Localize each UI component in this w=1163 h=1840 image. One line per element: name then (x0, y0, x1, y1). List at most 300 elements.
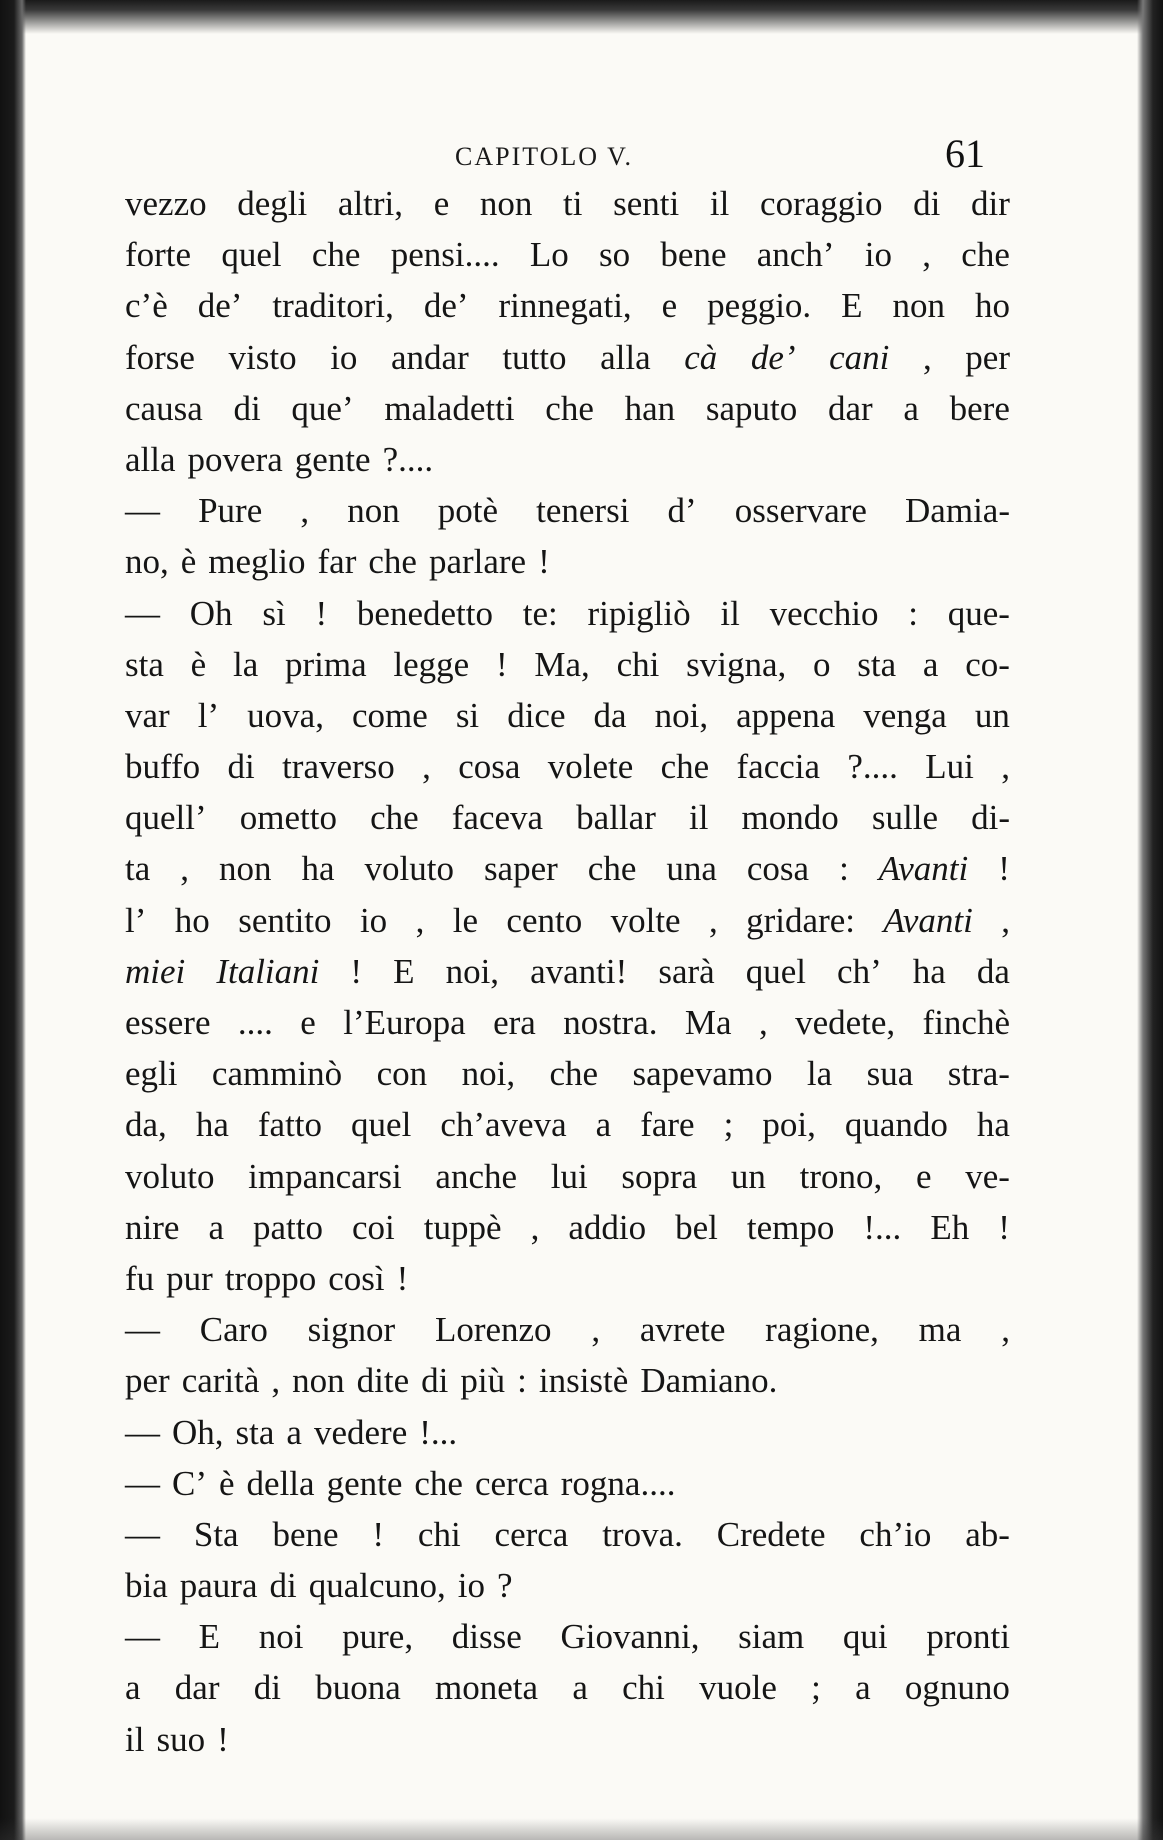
word: non (292, 1361, 345, 1401)
word: trono, (799, 1156, 883, 1196)
running-title: CAPITOLO V. (455, 142, 634, 171)
word: Ma, (534, 644, 590, 684)
word: ab- (965, 1514, 1010, 1554)
text-line (125, 1560, 1010, 1611)
word: dar (827, 388, 873, 428)
word: ha (976, 1105, 1010, 1145)
word: Giovanni, (560, 1617, 700, 1657)
word: — (125, 491, 160, 531)
word: da (593, 695, 627, 735)
word: saper (483, 849, 558, 889)
word: Pure (198, 491, 263, 531)
word: sopra (621, 1156, 698, 1196)
word: — (125, 593, 160, 633)
word: Oh, (172, 1412, 224, 1452)
word: gridare: (746, 900, 855, 940)
word: rinnegati, (498, 286, 632, 326)
word: cà (684, 337, 718, 377)
word: co- (965, 644, 1010, 684)
word: causa (125, 388, 203, 428)
word: che (370, 798, 419, 838)
word: l’ (197, 695, 220, 735)
word: di- (971, 798, 1010, 838)
word: a (595, 1105, 612, 1145)
word: ragione, (765, 1310, 879, 1350)
word: signor (307, 1310, 396, 1350)
text-line (125, 946, 1010, 997)
word: cosa (458, 747, 521, 787)
word: sapevamo (632, 1054, 773, 1094)
word: ! (372, 1514, 385, 1554)
word: quell’ (125, 798, 207, 838)
word: bel (675, 1207, 718, 1247)
word: è (180, 542, 197, 582)
word: ta (125, 849, 151, 889)
word: di (913, 184, 941, 223)
word: so (599, 235, 631, 275)
word: ; (723, 1105, 734, 1145)
word: Damia- (905, 491, 1010, 531)
word: ma (918, 1310, 962, 1350)
word: ometto (239, 798, 337, 838)
word: a (125, 1668, 141, 1708)
word: camminò (211, 1054, 343, 1094)
word: di (253, 1668, 281, 1708)
word: sì (262, 593, 286, 633)
word: , (1001, 900, 1010, 940)
word: non (347, 491, 400, 531)
word: Lo (529, 235, 569, 275)
word: lui (550, 1156, 588, 1196)
word: bene (272, 1514, 339, 1554)
word: degli (237, 184, 308, 223)
word: così (328, 1258, 385, 1298)
word: finchè (922, 1003, 1010, 1042)
text-line (125, 588, 1010, 639)
word: insistè (538, 1361, 629, 1401)
word: il (125, 1719, 145, 1759)
word: dar (174, 1668, 220, 1708)
word: voluto (364, 849, 454, 889)
word: han (624, 388, 676, 428)
word: dir (971, 184, 1010, 223)
word: ! (538, 542, 550, 582)
text-line (125, 997, 1010, 1048)
word: ch’aveva (440, 1105, 567, 1145)
word: uova, (247, 695, 324, 735)
word: forte (125, 235, 192, 275)
word: vezzo (125, 184, 207, 223)
word: più (460, 1361, 506, 1401)
text-line (125, 1151, 1010, 1202)
word: svigna, (686, 644, 787, 684)
word: — (125, 1412, 160, 1452)
word: nire (125, 1207, 180, 1247)
word: quel (745, 951, 806, 991)
word: volete (547, 747, 634, 787)
word: : (517, 1361, 527, 1401)
word: trova. (602, 1514, 683, 1554)
text-line (125, 332, 1010, 383)
word: cani (829, 337, 890, 377)
word: tutto (502, 337, 567, 377)
word: coi (352, 1207, 395, 1247)
word: Credete (716, 1514, 826, 1554)
word: qui (842, 1617, 888, 1657)
word: vuole (699, 1668, 777, 1708)
word: un (974, 695, 1010, 735)
word: dice (507, 695, 566, 735)
word: voluto (125, 1156, 215, 1196)
word: pur (166, 1258, 213, 1298)
word: poi, (762, 1105, 816, 1145)
word: da (976, 951, 1010, 991)
word: povera (187, 439, 283, 479)
word: ; (811, 1668, 821, 1708)
word: di (233, 388, 261, 428)
word: gente (326, 1463, 403, 1503)
text-line (125, 383, 1010, 434)
word: E (198, 1617, 221, 1657)
text-line (125, 536, 1010, 587)
word: sulle (871, 798, 938, 838)
word: ve- (965, 1156, 1010, 1196)
word: ho (174, 900, 210, 940)
word: no, (125, 542, 169, 582)
word: Ma (684, 1003, 732, 1042)
word: un (730, 1156, 766, 1196)
word: appena (736, 695, 836, 735)
word: de’ (197, 286, 243, 326)
word: miei (125, 951, 186, 991)
word: noi, (445, 951, 500, 991)
word: a (572, 1668, 588, 1708)
word: peggio. (707, 286, 812, 326)
word: che (545, 388, 594, 428)
text-line (125, 843, 1010, 894)
word: ballar (576, 798, 656, 838)
word: prima (285, 644, 367, 684)
word: ti (563, 184, 583, 223)
word: , (591, 1310, 601, 1350)
word: venga (863, 695, 947, 735)
word: forse (125, 337, 195, 377)
word: l’Europa (343, 1003, 466, 1042)
page-header (125, 130, 985, 180)
word: e (661, 286, 678, 326)
word: fare (640, 1105, 695, 1145)
word: che (311, 235, 361, 275)
word: , (180, 849, 189, 889)
word: , (1001, 1310, 1010, 1350)
text-line (125, 1048, 1010, 1099)
word: — (125, 1310, 160, 1350)
word: anch’ (756, 235, 835, 275)
word: io (457, 1566, 486, 1606)
word: è (190, 644, 207, 684)
word: alla (125, 439, 176, 479)
word: per (125, 1361, 170, 1401)
word: che (368, 542, 417, 582)
word: ripigliò (587, 593, 691, 633)
word: a (855, 1668, 871, 1708)
word: non (892, 286, 945, 326)
word: a (903, 388, 919, 428)
word: cosa (746, 849, 810, 889)
word: il (688, 798, 709, 838)
word: ho (974, 286, 1010, 326)
word: da, (125, 1105, 167, 1145)
word: — (125, 1463, 160, 1503)
word: , (758, 1003, 768, 1042)
word: Sta (193, 1514, 239, 1554)
word: traditori, (272, 286, 394, 326)
word: visto (228, 337, 297, 377)
text-line (125, 792, 1010, 843)
word: chi (622, 1668, 665, 1708)
word: Eh (930, 1207, 970, 1247)
text-line (125, 1458, 1010, 1509)
word: la (806, 1054, 833, 1094)
word: noi, (461, 1054, 516, 1094)
word: noi, (654, 695, 709, 735)
word: stra- (947, 1054, 1010, 1094)
word: l’ (125, 900, 147, 940)
scan-border-right (1137, 0, 1163, 1840)
word: : (839, 849, 849, 889)
word: cerca (474, 1463, 549, 1503)
word: ?.... (847, 747, 898, 787)
word: avanti! (530, 951, 628, 991)
word: E (393, 951, 415, 991)
word: è (219, 1463, 235, 1503)
word: , (415, 900, 425, 940)
word: que’ (291, 388, 354, 428)
word: io (359, 900, 388, 940)
word: fatto (257, 1105, 323, 1145)
word: il (709, 184, 730, 223)
word: di (421, 1361, 449, 1401)
word: — (125, 1514, 160, 1554)
word: bene (660, 235, 727, 275)
word: quel (221, 235, 282, 275)
word: ch’ (837, 951, 882, 991)
word: a (922, 644, 939, 684)
word: impancarsi (248, 1156, 402, 1196)
word: tuppè (423, 1207, 502, 1247)
scan-border-top (0, 0, 1163, 34)
word: della (246, 1463, 315, 1503)
word: ? (497, 1566, 513, 1606)
text-line (125, 434, 1010, 485)
word: disse (451, 1617, 522, 1657)
word: io (330, 337, 358, 377)
word: que- (947, 593, 1010, 633)
text-line (125, 1714, 1010, 1765)
word: ! (217, 1719, 229, 1759)
scan-border-bottom (0, 1818, 1163, 1840)
word: de’ (423, 286, 469, 326)
word: suo (156, 1719, 206, 1759)
word: sua (866, 1054, 914, 1094)
word: benedetto (356, 593, 493, 633)
text-line (125, 741, 1010, 792)
word: ha (195, 1105, 229, 1145)
word: traverso (282, 747, 395, 787)
word: cento (506, 900, 583, 940)
word: egli (125, 1054, 178, 1094)
word: troppo (224, 1258, 317, 1298)
word: ! (315, 593, 328, 633)
word: Caro (199, 1310, 268, 1350)
word: e (433, 184, 450, 223)
word: sarà (658, 951, 715, 991)
word: qualcuno, (308, 1566, 446, 1606)
word: ha (301, 849, 335, 889)
word: rogna.... (560, 1463, 676, 1503)
word: noi (258, 1617, 304, 1657)
word: C’ (172, 1463, 207, 1503)
word: anche (435, 1156, 518, 1196)
word: quel (351, 1105, 412, 1145)
word: carità (181, 1361, 260, 1401)
word: di (269, 1566, 297, 1606)
word: Lui (925, 747, 974, 787)
word: addio (568, 1207, 647, 1247)
word: chi (417, 1514, 461, 1554)
body-text (125, 178, 1010, 1765)
text-line (125, 1355, 1010, 1406)
word: gente (294, 439, 371, 479)
word: de’ (750, 337, 796, 377)
word: dite (356, 1361, 410, 1401)
word: var (125, 695, 170, 735)
word: e (300, 1003, 316, 1042)
word: ha (912, 951, 946, 991)
word: Lorenzo (434, 1310, 552, 1350)
word: avrete (639, 1310, 726, 1350)
word: che (660, 747, 710, 787)
word: non (218, 849, 272, 889)
word: Oh (189, 593, 233, 633)
page-number: 61 (945, 131, 985, 176)
word: senti (613, 184, 680, 223)
text-line (125, 1611, 1010, 1662)
text-line (125, 229, 1010, 280)
word: tempo (746, 1207, 835, 1247)
word: quando (844, 1105, 948, 1145)
word: e (915, 1156, 932, 1196)
word: , (422, 747, 431, 787)
word: bia (125, 1566, 168, 1606)
word: coraggio (760, 184, 883, 223)
word: , (1001, 747, 1010, 787)
text-line (125, 1407, 1010, 1458)
word: di (227, 747, 255, 787)
word: come (351, 695, 428, 735)
word: nostra. (563, 1003, 658, 1042)
word: ch’io (859, 1514, 932, 1554)
word: faccia (736, 747, 821, 787)
word: o (813, 644, 831, 684)
word: buffo (125, 747, 201, 787)
word: : (908, 593, 918, 633)
word: vedete, (795, 1003, 896, 1042)
word: altri, (337, 184, 404, 223)
word: ! (396, 1258, 409, 1298)
word: !... (419, 1412, 458, 1452)
word: , (530, 1207, 540, 1247)
text-line (125, 485, 1010, 536)
word: , (709, 900, 718, 940)
text-line (125, 1099, 1010, 1150)
word: la (232, 644, 259, 684)
word: pure, (342, 1617, 414, 1657)
word: sta (857, 644, 897, 684)
word: faceva (451, 798, 544, 838)
word: non (479, 184, 533, 223)
word: , (922, 235, 932, 275)
text-line (125, 895, 1010, 946)
text-line (125, 1509, 1010, 1560)
word: patto (253, 1207, 323, 1247)
word: saputo (705, 388, 798, 428)
word: mondo (741, 798, 839, 838)
word: pensi.... (390, 235, 500, 275)
word: — (125, 1617, 160, 1657)
word: potè (437, 491, 499, 531)
word: meglio (208, 542, 306, 582)
word: ! (998, 849, 1010, 889)
word: .... (237, 1003, 273, 1042)
word: , (300, 491, 310, 531)
word: c’è (125, 286, 168, 326)
text-line (125, 1662, 1010, 1713)
word: fu (125, 1258, 155, 1298)
word: sentito (238, 900, 332, 940)
word: che (587, 849, 637, 889)
word: pronti (926, 1617, 1010, 1657)
word: il (720, 593, 740, 633)
word: legge (393, 644, 470, 684)
word: cerca (494, 1514, 569, 1554)
word: Avanti (878, 849, 969, 889)
word: per (965, 337, 1010, 377)
word: E (841, 286, 863, 326)
word: ! (495, 644, 508, 684)
scan-border-left (0, 0, 26, 1840)
word: !... (863, 1207, 902, 1247)
text-line (125, 639, 1010, 690)
word: sta (125, 644, 164, 684)
word: volte (610, 900, 681, 940)
word: si (455, 695, 480, 735)
word: chi (616, 644, 660, 684)
word: vedere (313, 1412, 408, 1452)
text-line (125, 1253, 1010, 1304)
word: siam (738, 1617, 805, 1657)
word: Avanti (883, 900, 973, 940)
word: far (317, 542, 357, 582)
word: ! (998, 1207, 1010, 1247)
text-line (125, 1202, 1010, 1253)
word: , (271, 1361, 281, 1401)
word: ognuno (904, 1668, 1010, 1708)
word: d’ (667, 491, 697, 531)
word: moneta (435, 1668, 539, 1708)
word: bere (949, 388, 1010, 428)
word: che (549, 1054, 599, 1094)
